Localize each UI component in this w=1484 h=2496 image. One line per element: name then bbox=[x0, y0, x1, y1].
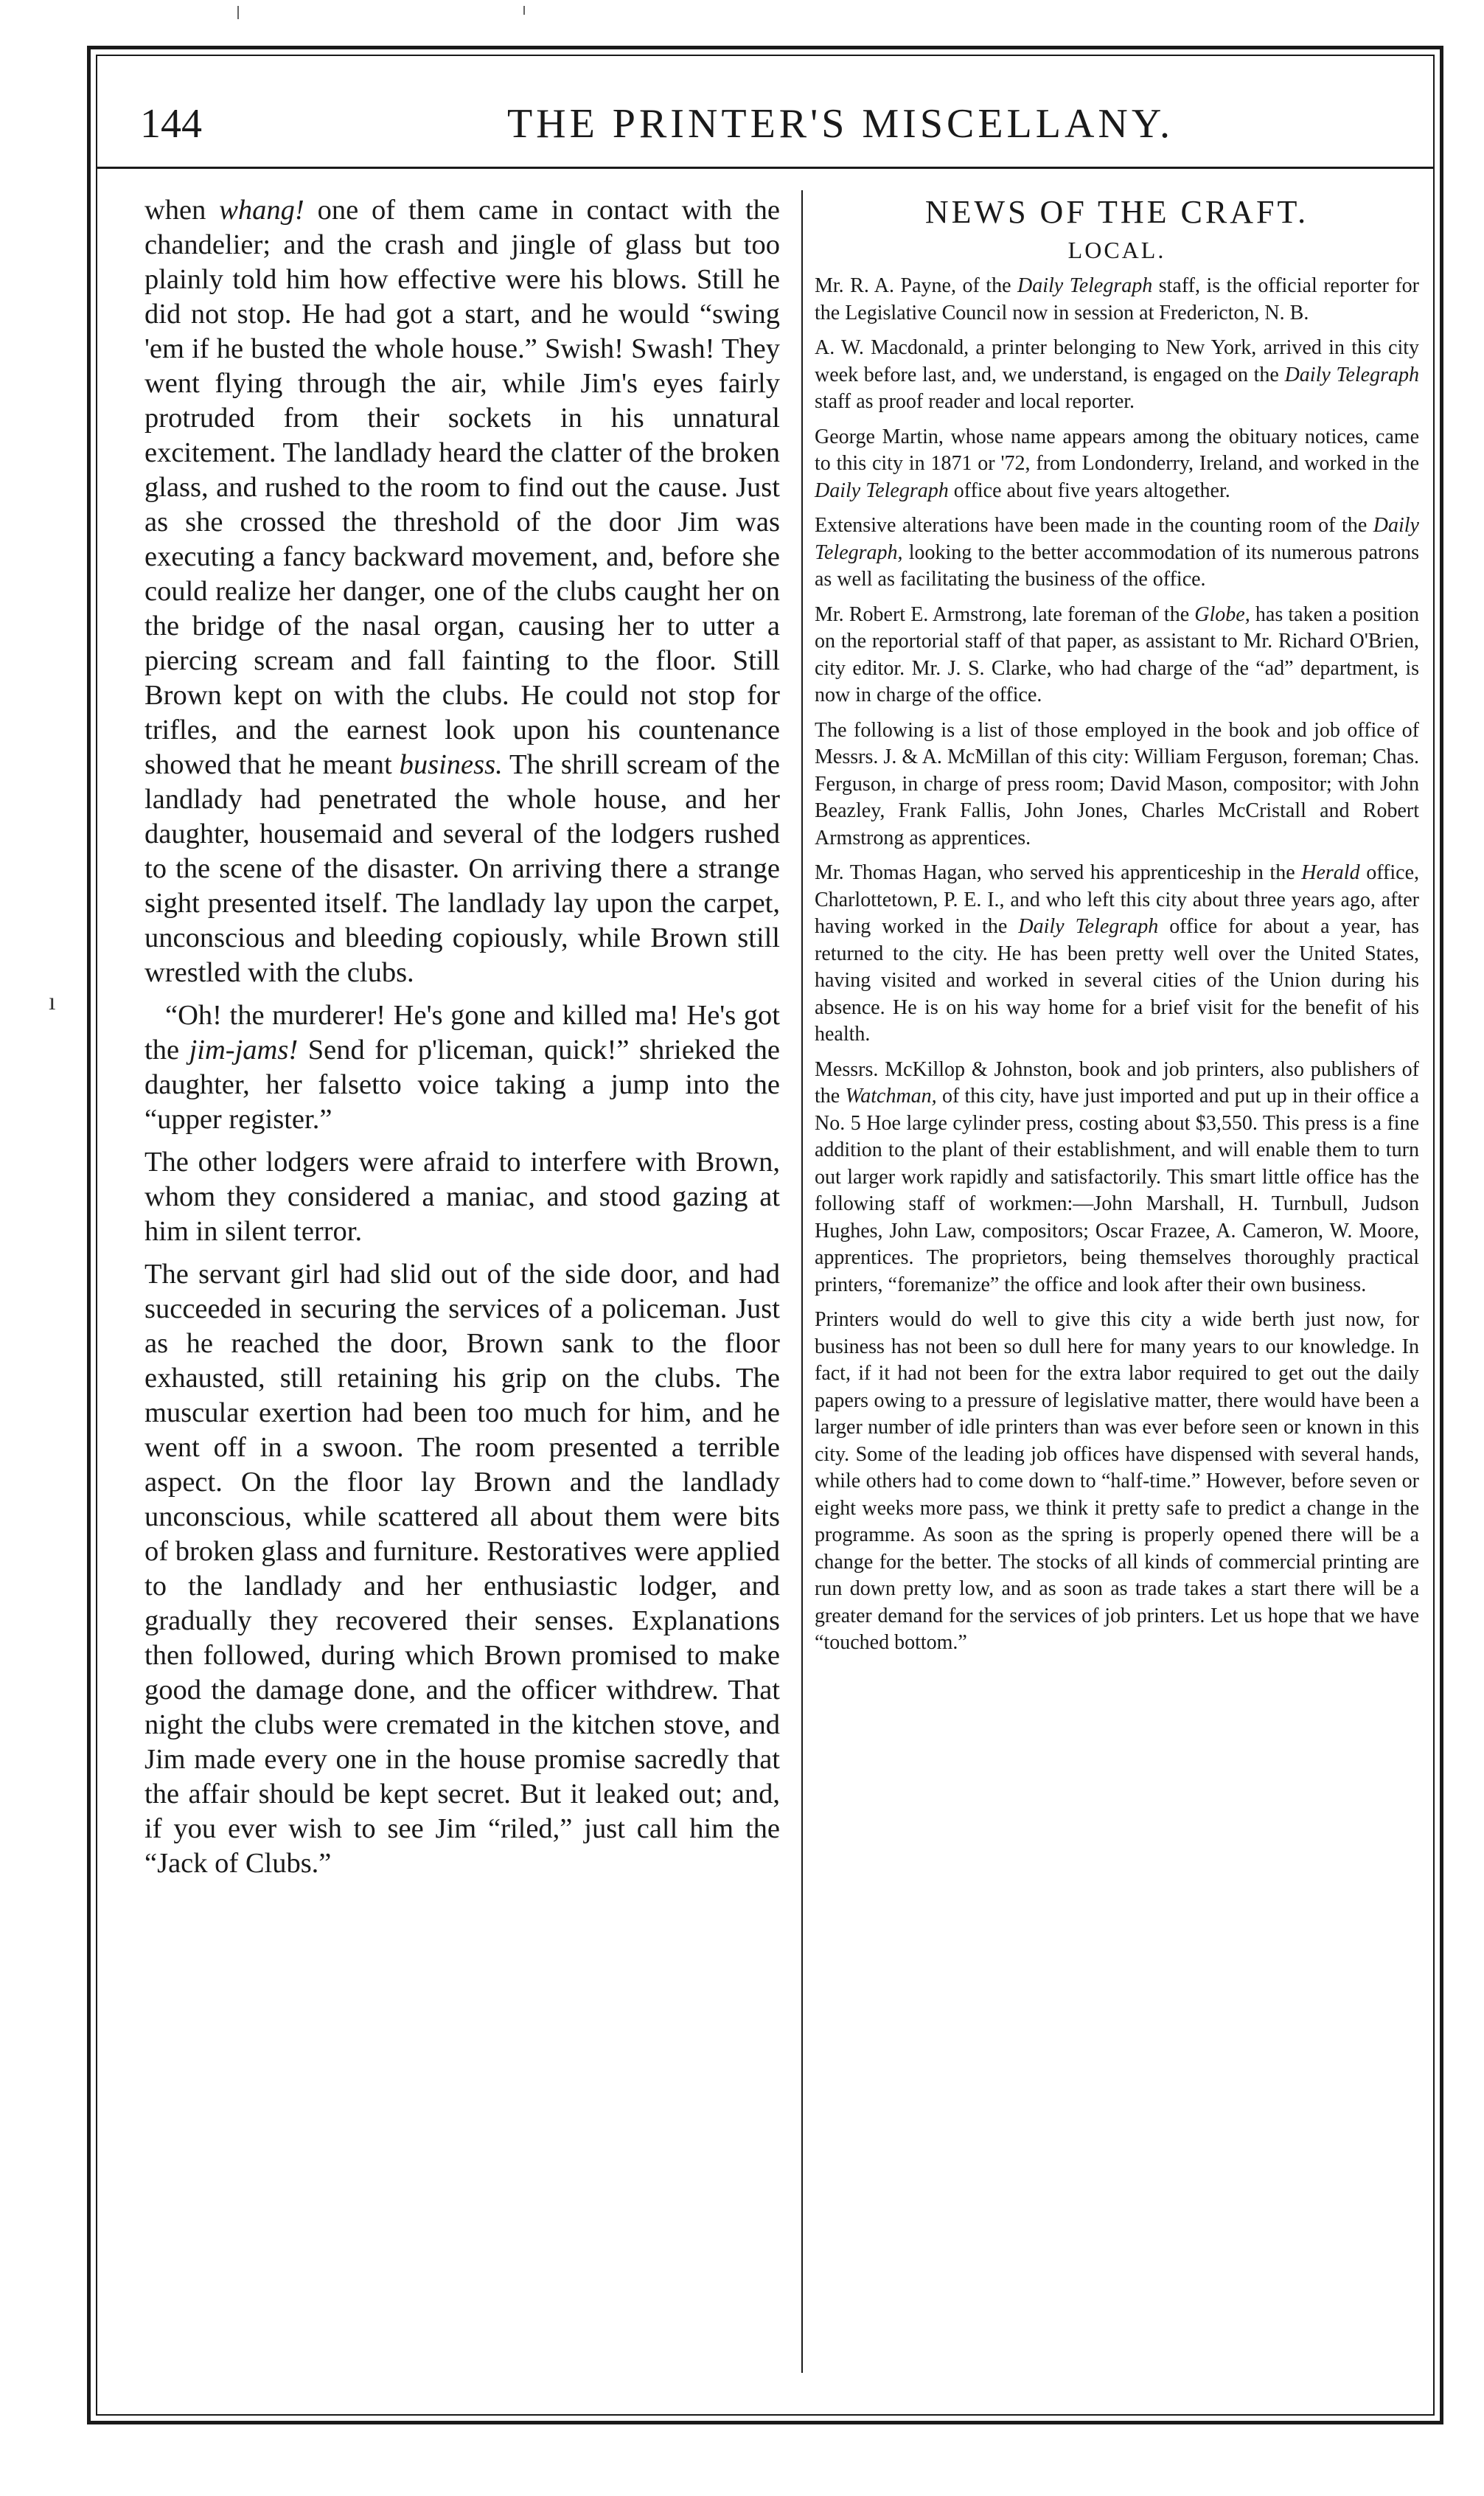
news-item: Extensive alterations have been made in the counting room of the Daily Telegraph, looking to the better accommodation of its numerous patrons as well as facilitating the business of the office. bbox=[815, 514, 1419, 591]
column-divider bbox=[801, 190, 803, 2373]
header-rule bbox=[97, 167, 1433, 169]
story-column bbox=[144, 193, 780, 1889]
story-paragraph: The other lodgers were afraid to interfere with Brown, whom they considered a maniac, and stood gazing at him in silent terror. bbox=[144, 1147, 780, 1247]
margin-mark: ı bbox=[49, 988, 56, 1015]
section-heading: NEWS OF THE CRAFT. bbox=[924, 194, 1309, 230]
story-paragraph: when whang! one of them came in contact with the chandelier; and the crash and jingle of glass but too plainly told him how effective were his blows. Still he did not stop. He had got a start, and he would “swing 'em if he busted the whole house.” Swish! Swash! They went flying through the air, while Jim's eyes fairly protruded from their sockets in his unnatural excitement. The landlady heard the clatter of the broken glass, and rushed to the room to find out the cause. Just as she crossed the threshold of the door Jim was executing a fancy backward movement, and, before she could realize her danger, one of the clubs caught her on the bridge of the nasal organ, causing her to utter a piercing scream and fall fainting to the floor. Still Brown kept on with the clubs. He could not stop for trifles, and the earnest look upon his countenance showed that he meant business. The shrill scream of the landlady had penetrated the whole house, and her daughter, housemaid and several of the lodgers rushed to the scene of the disaster. On arriving there a strange sight presented itself. The landlady lay upon the carpet, unconscious and bleeding copiously, while Brown still wrestled with the clubs. bbox=[144, 195, 780, 988]
section-subheading: LOCAL. bbox=[1067, 237, 1166, 263]
news-item: Printers would do well to give this city a wide berth just now, for business has not been so dull here for many years to our knowledge. In fact, if it had not been for the extra labor required to get out the daily papers owing to a pressure of legislative matter, there would have been a larger number of idle printers than was ever before seen or known in this city. Some of the leading job offices have dispensed with several hands, while others had to come down to “half-time.” However, before seven or eight weeks more pass, we think it pretty safe to predict a change in the programme. As soon as the spring is properly opened there will be a change for the better. The stocks of all kinds of commercial printing are run down pretty low, and as soon as trade takes a start there will be a greater demand for the services of job printers. Let us hope that we have “touched bottom.” bbox=[815, 1308, 1419, 1654]
news-item: A. W. Macdonald, a printer belonging to New York, arrived in this city week before last, and, we understand, is engaged on the Daily Telegraph staff as proof reader and local reporter. bbox=[815, 336, 1420, 413]
story-paragraph: The servant girl had slid out of the side door, and had succeeded in securing the services of a policeman. Just as he reached the door, Brown sank to the floor exhausted, still retaining his grip on the clubs. The muscular exertion had been too much for him, and he went off in a swoon. The room presented a terrible aspect. On the floor lay Brown and the landlady unconscious, while scattered all about them were bits of broken glass and furniture. Restoratives were applied to the landlady and her enthusiastic lodger, and gradually they recovered their senses. Explanations then followed, during which Brown promised to make good the damage done, and the officer withdrew. That night the clubs were cremated in the kitchen stove, and Jim made every one in the house promise sacredly that the affair should be kept secret. But it leaked out; and, if you ever wish to see Jim “riled,” just call him the “Jack of Clubs.” bbox=[144, 1259, 780, 1879]
news-item: The following is a list of those employed in the book and job office of Messrs. J. & A. McMillan of this city: William Ferguson, foreman; Chas. Ferguson, in charge of press room; David Mason, compositor; with John Beazley, Frank Fallis, John Jones, Charles McCristall and Robert Armstrong as apprentices. bbox=[815, 718, 1419, 849]
news-item: Mr. Robert E. Armstrong, late foreman of the Globe, has taken a position on the reportorial staff of that paper, as assistant to Mr. Richard O'Brien, city editor. Mr. J. S. Clarke, who had charge of the “ad” department, is now in charge of the office. bbox=[815, 602, 1420, 706]
margin-tick-mark bbox=[237, 6, 239, 19]
news-item: Mr. Thomas Hagan, who served his apprenticeship in the Herald office, Charlottetown, P. E. I., and who left this city about three years ago, after having worked in the Daily Telegraph office for about a year, has returned to the city. He has been pretty well over the United States, having visited and worked in several cities of the Union during his absence. He is on his way home for a brief visit for the benefit of his health. bbox=[815, 861, 1420, 1046]
margin-tick-mark bbox=[523, 6, 525, 15]
news-item: George Martin, whose name appears among the obituary notices, came to this city in 1871 or '72, from Londonderry, Ireland, and worked in the Daily Telegraph office about five years altogether. bbox=[815, 425, 1419, 502]
story-paragraph: “Oh! the murderer! He's gone and killed ma! He's got the jim-jams! Send for p'liceman, quick!” shrieked the daughter, her falsetto voice taking a jump into the “upper register.” bbox=[144, 1000, 780, 1135]
news-item: Mr. R. A. Payne, of the Daily Telegraph staff, is the official reporter for the Legislative Council now in session at Fredericton, N. B. bbox=[815, 274, 1419, 324]
news-column bbox=[815, 193, 1419, 1665]
news-item: Messrs. McKillop & Johnston, book and job printers, also publishers of the Watchman, of this city, have just imported and put up in their office a No. 5 Hoe large cylinder press, costing about $3,550. This press is a fine addition to the plant of their establishment, and will enable them to turn out larger work rapidly and satisfactorily. This smart little office has the following staff of workmen:—John Marshall, H. Turnbull, Judson Hughes, John Law, compositors; Oscar Frazee, A. Cameron, W. Moore, apprentices. The proprietors, being themselves thoroughly practical printers, “foremanize” the office and look after their own business. bbox=[815, 1057, 1419, 1296]
running-title: THE PRINTER'S MISCELLANY. bbox=[506, 101, 1174, 147]
page-number: 144 bbox=[140, 101, 202, 147]
